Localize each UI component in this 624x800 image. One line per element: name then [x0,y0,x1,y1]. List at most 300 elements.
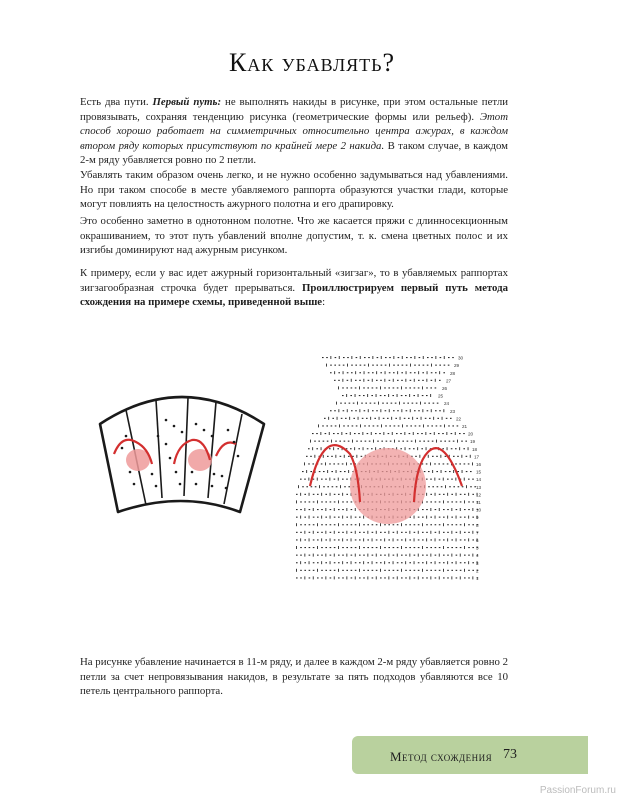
chart-symbol [300,532,302,533]
row-number-label: 2 [476,568,479,574]
chart-symbol [355,517,357,518]
chart-symbol [443,562,445,563]
chart-symbol [368,380,370,381]
chart-symbol [374,418,376,419]
chart-symbol [447,509,449,510]
chart-symbol [435,372,437,373]
chart-symbol [316,433,318,434]
chart-symbol [329,432,330,435]
chart-symbol [468,555,470,556]
chart-symbol [350,432,351,435]
chart-symbol [388,570,390,571]
chart-symbol [426,479,428,480]
chart-symbol [414,516,415,519]
chart-symbol [349,417,350,420]
chart-symbol [426,493,427,496]
chart-symbol [426,538,427,541]
chart-symbol [346,576,347,579]
chart-symbol [459,447,460,450]
chart-symbol [432,441,434,442]
chart-symbol [468,509,470,510]
chart-symbol [394,440,395,443]
chart-symbol [418,394,419,397]
chart-symbol [355,547,357,548]
chart-symbol [418,531,419,534]
chart-symbol [296,500,297,503]
chart-symbol [344,441,346,442]
chart-symbol [359,546,360,549]
yarn-over-dot [195,423,198,426]
yarn-over-dot [155,485,158,488]
chart-symbol [379,433,381,434]
chart-symbol [428,441,430,442]
chart-symbol [350,463,352,464]
chart-symbol [310,471,312,472]
chart-symbol [380,532,382,533]
chart-symbol [363,447,364,450]
chart-symbol [418,539,420,540]
chart-symbol [346,501,348,502]
chart-symbol [389,357,391,358]
chart-symbol [472,576,473,579]
chart-symbol [355,524,357,525]
chart-symbol [412,417,413,420]
chart-symbol [325,562,327,563]
chart-symbol [460,570,462,571]
chart-symbol [455,432,456,435]
chart-symbol [436,440,437,443]
chart-symbol [296,562,298,563]
chart-symbol [372,387,374,388]
chart-symbol [460,539,462,540]
chart-symbol [456,538,457,541]
row-number-label: 3 [476,560,479,566]
chart-symbol [447,516,448,519]
chart-symbol [317,577,319,578]
chart-symbol [338,539,340,540]
chart-symbol [336,402,337,405]
chart-symbol [304,517,306,518]
chart-symbol [430,531,431,534]
chart-symbol [451,479,453,480]
chart-symbol [391,417,392,420]
chart-symbol [321,493,322,496]
chart-symbol [384,555,386,556]
chart-symbol [439,547,441,548]
chart-symbol [335,357,337,358]
chart-symbol [443,569,444,572]
chart-symbol [464,500,465,503]
chart-symbol [447,479,449,480]
chart-symbol [449,486,451,487]
chart-symbol [321,479,323,480]
chart-symbol [330,365,332,366]
chart-symbol [457,440,458,443]
chart-symbol [416,418,418,419]
chart-symbol [300,561,301,564]
chart-symbol [430,524,432,525]
chart-symbol [380,546,381,549]
row-number-label: 29 [454,363,460,369]
chart-symbol [333,433,335,434]
chart-symbol [309,516,310,519]
chart-symbol [334,547,336,548]
chart-symbol [418,576,419,579]
chart-symbol [452,425,454,426]
chart-symbol [338,562,340,563]
chart-symbol [338,380,340,381]
chart-symbol [402,441,404,442]
chart-symbol [308,463,310,464]
chart-symbol [333,463,335,464]
chart-symbol [468,479,470,480]
chart-symbol [317,539,319,540]
chart-symbol [373,440,374,443]
chart-symbol [304,539,306,540]
chart-symbol [423,365,425,366]
chart-symbol [447,501,449,502]
chart-symbol [334,508,335,511]
chart-symbol [364,371,365,374]
chart-symbol [330,561,331,564]
chart-symbol [460,562,462,563]
chart-symbol [309,547,311,548]
chart-symbol [344,471,346,472]
chart-symbol [314,441,316,442]
chart-symbol [310,456,312,457]
chart-symbol [440,425,442,426]
chart-symbol [371,448,373,449]
chart-symbol [451,433,453,434]
chart-symbol [300,570,302,571]
chart-symbol [334,380,336,381]
chart-symbol [409,554,410,557]
chart-symbol [460,524,462,525]
chart-symbol [419,455,420,458]
chart-symbol [317,509,319,510]
chart-symbol [456,570,458,571]
chart-symbol [423,441,425,442]
chart-symbol [304,479,306,480]
chart-symbol [401,546,402,549]
chart-symbol [367,554,368,557]
chart-symbol [372,379,373,382]
chart-symbol [330,516,331,519]
chart-symbol [430,394,431,397]
chart-symbol [422,517,424,518]
chart-symbol [334,562,336,563]
chart-symbol [393,387,395,388]
chart-symbol [427,371,428,374]
chart-symbol [348,441,350,442]
chart-symbol [414,561,415,564]
chart-symbol [380,569,381,572]
chart-symbol [330,410,332,411]
chart-symbol [323,455,324,458]
chart-symbol [409,524,411,525]
chart-symbol [447,555,449,556]
chart-symbol [338,517,340,518]
chart-symbol [439,531,440,534]
chart-symbol [464,562,466,563]
row-number-label: 17 [474,454,480,460]
chart-symbol [380,562,382,563]
chart-symbol [338,532,340,533]
chart-symbol [396,433,398,434]
paragraph-solid-color: Это особенно заметно в однотонном полотне. Что же касается пряжи с длинносекционным окрашиванием, то этот путь убавлений вполне допустим, т. к. смена цветных полос и их изгибы доминируют над ажурным рисунком. [80,215,508,256]
chart-symbol [355,394,356,397]
chart-symbol [381,356,382,359]
chart-symbol [405,577,407,578]
row-number-label: 13 [476,484,482,490]
chart-symbol [355,387,357,388]
chart-symbol [426,532,428,533]
chart-symbol [439,508,440,511]
chart-symbol [447,463,449,464]
chart-symbol [401,555,403,556]
chart-symbol [309,577,311,578]
chart-symbol [413,432,414,435]
chart-symbol [468,447,469,450]
chart-symbol [455,463,457,464]
chart-symbol [397,576,398,579]
chart-symbol [448,357,450,358]
chart-symbol [426,379,427,382]
chart-symbol [330,577,332,578]
chart-symbol [397,554,398,557]
chart-symbol [418,570,420,571]
chart-symbol [466,471,468,472]
chart-symbol [443,509,445,510]
chart-symbol [363,570,365,571]
chart-symbol [438,463,440,464]
chart-symbol [397,394,398,397]
chart-symbol [331,456,333,457]
chart-symbol [372,547,374,548]
chart-symbol [397,562,399,563]
chart-symbol [435,410,437,411]
chart-symbol [443,555,445,556]
chart-symbol [413,448,415,449]
chart-symbol [363,524,365,525]
chart-symbol [414,555,416,556]
chart-symbol [361,403,363,404]
chart-symbol [406,425,408,426]
chart-symbol [422,509,424,510]
chart-symbol [380,523,381,526]
chart-symbol [333,447,334,450]
chart-symbol [437,403,439,404]
yarn-over-dot [165,443,168,446]
chart-symbol [317,517,319,518]
chart-symbol [406,371,407,374]
chart-symbol [451,508,452,511]
chart-symbol [351,379,352,382]
chart-symbol [405,379,406,382]
chart-symbol [367,524,369,525]
chart-symbol [393,547,395,548]
chart-symbol [377,441,379,442]
chart-symbol [464,523,465,526]
yarn-over-dot [225,487,228,490]
chart-symbol [365,403,367,404]
chart-symbol [329,478,330,481]
chart-symbol [445,471,447,472]
chart-symbol [332,486,334,487]
chart-symbol [302,486,304,487]
chart-symbol [351,538,352,541]
chart-symbol [451,576,452,579]
row-number-label: 14 [476,477,482,483]
chart-symbol [388,539,390,540]
chart-symbol [421,448,423,449]
chart-symbol [422,555,424,556]
chart-symbol [400,417,401,420]
chart-symbol [313,517,315,518]
chart-symbol [414,372,416,373]
chart-symbol [354,447,355,450]
chart-symbol [347,364,348,367]
chart-symbol [434,463,436,464]
chart-symbol [331,440,332,443]
row-number-label: 23 [450,408,456,414]
chart-symbol [405,570,407,571]
chart-symbol [422,372,424,373]
row-number-label: 24 [444,401,450,407]
chart-symbol [296,577,298,578]
chart-symbol [384,379,385,382]
chart-symbol [408,418,410,419]
chart-symbol [342,570,344,571]
chart-symbol [372,372,374,373]
chart-symbol [426,555,428,556]
chart-symbol [418,562,420,563]
chart-symbol [351,524,353,525]
chart-symbol [314,455,315,458]
chart-symbol [367,570,369,571]
chart-symbol [451,448,453,449]
chart-symbol [439,501,441,502]
chart-symbol [426,501,428,502]
chart-symbol [300,509,302,510]
yarn-over-dot [191,471,194,474]
chart-symbol [416,403,418,404]
chart-symbol [376,380,378,381]
chart-symbol [348,456,350,457]
chart-symbol [435,561,436,564]
chart-symbol [372,570,374,571]
chart-symbol [426,387,428,388]
chart-symbol [370,403,372,404]
chart-symbol [358,417,359,420]
chart-symbol [447,447,448,450]
chart-symbol [435,509,437,510]
chart-symbol [422,546,423,549]
chart-symbol [464,478,465,481]
chart-symbol [306,486,308,487]
chart-symbol [376,387,378,388]
chart-symbol [346,531,347,534]
chart-symbol [296,509,298,510]
chart-symbol [439,554,440,557]
chart-symbol [409,539,411,540]
chart-symbol [455,478,456,481]
chart-symbol [376,570,378,571]
chart-symbol [393,410,395,411]
chart-symbol [346,494,348,495]
chart-symbol [384,538,385,541]
chart-symbol [435,516,436,519]
chart-symbol [371,432,372,435]
chart-symbol [397,570,399,571]
chart-symbol [464,555,466,556]
chart-symbol [456,555,458,556]
chart-symbol [410,357,412,358]
row-number-label: 27 [446,378,452,384]
chart-symbol [379,417,380,420]
chart-symbol [435,365,437,366]
chart-symbol [321,561,322,564]
yarn-over-dot [121,447,124,450]
chart-symbol [447,532,449,533]
chart-symbol [423,356,424,359]
chart-symbol [468,577,470,578]
chart-symbol [350,395,352,396]
chart-symbol [352,440,353,443]
chart-symbol [426,524,428,525]
chart-symbol [376,394,377,397]
chart-symbol [368,409,369,412]
chart-symbol [309,493,310,496]
chart-symbol [447,547,449,548]
chart-symbol [372,356,373,359]
chart-symbol [359,555,361,556]
chart-symbol [419,441,421,442]
chart-symbol [371,395,373,396]
chart-symbol [334,539,336,540]
chart-symbol [321,509,323,510]
chart-symbol [468,570,470,571]
yarn-over-dot [195,483,198,486]
chart-symbol [327,470,328,473]
chart-symbol [461,441,463,442]
chart-symbol [395,418,397,419]
chart-symbol [405,447,406,450]
chart-symbol [414,410,416,411]
chart-symbol [468,463,470,464]
knitting-chart [288,352,484,588]
chart-symbol [309,570,311,571]
chart-symbol [351,501,353,502]
chart-symbol [376,531,377,534]
chart-symbol [296,569,297,572]
chart-symbol [375,433,377,434]
chart-symbol [363,555,365,556]
chart-symbol [366,418,368,419]
chart-symbol [439,517,441,518]
chart-symbol [406,410,408,411]
chart-symbol [383,418,385,419]
chart-symbol [439,494,441,495]
chart-symbol [338,569,339,572]
chart-symbol [397,547,399,548]
chart-symbol [468,493,469,496]
chart-symbol [370,417,371,420]
chart-symbol [453,441,455,442]
chart-symbol [376,547,378,548]
chart-symbol [440,441,442,442]
chart-symbol [341,418,343,419]
